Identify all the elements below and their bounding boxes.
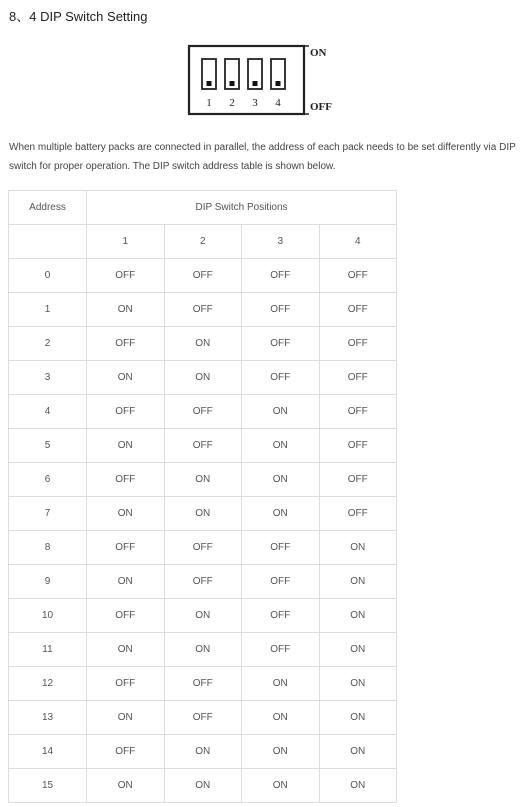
address-header: Address bbox=[9, 191, 87, 225]
switch-2-cell: ON bbox=[164, 735, 242, 769]
dip-switch-4-knob bbox=[276, 81, 281, 86]
switch-1-cell: ON bbox=[87, 497, 165, 531]
switch-4-cell: OFF bbox=[319, 327, 397, 361]
address-cell: 0 bbox=[9, 259, 87, 293]
table-body bbox=[9, 259, 397, 803]
switch-header-2: 2 bbox=[164, 225, 242, 259]
on-label: ON bbox=[310, 47, 327, 59]
section-heading: 8、4 DIP Switch Setting bbox=[9, 9, 148, 24]
switch-4-cell: OFF bbox=[319, 361, 397, 395]
switch-4-cell: OFF bbox=[319, 395, 397, 429]
switch-2-cell: OFF bbox=[164, 531, 242, 565]
address-cell: 5 bbox=[9, 429, 87, 463]
switch-1-cell: ON bbox=[87, 293, 165, 327]
switch-3-cell: ON bbox=[242, 429, 320, 463]
dip-switch-diagram bbox=[185, 42, 345, 120]
switch-4-cell: ON bbox=[319, 531, 397, 565]
switch-3-cell: ON bbox=[242, 769, 320, 803]
switch-4-cell: ON bbox=[319, 769, 397, 803]
positions-header: DIP Switch Positions bbox=[87, 191, 397, 225]
switch-1-cell: ON bbox=[87, 429, 165, 463]
table-row bbox=[9, 633, 397, 667]
switch-4-cell: OFF bbox=[319, 429, 397, 463]
switch-2-cell: ON bbox=[164, 361, 242, 395]
switch-2-cell: OFF bbox=[164, 565, 242, 599]
intro-paragraph: When multiple battery packs are connected in parallel, the address of each pack needs to be set differently via DIP switch for proper operation. The DIP switch address table is shown below. bbox=[9, 142, 516, 172]
switch-3-cell: OFF bbox=[242, 259, 320, 293]
switch-3-cell: ON bbox=[242, 463, 320, 497]
address-cell: 2 bbox=[9, 327, 87, 361]
dip-switch-number-1: 1 bbox=[206, 97, 212, 109]
address-cell: 7 bbox=[9, 497, 87, 531]
switch-1-cell: ON bbox=[87, 769, 165, 803]
switch-3-cell: OFF bbox=[242, 633, 320, 667]
dip-switch-3-knob bbox=[253, 81, 258, 86]
switch-2-cell: OFF bbox=[164, 667, 242, 701]
switch-1-cell: OFF bbox=[87, 735, 165, 769]
switch-4-cell: OFF bbox=[319, 293, 397, 327]
table-row bbox=[9, 395, 397, 429]
switch-3-cell: OFF bbox=[242, 293, 320, 327]
switch-number-row bbox=[9, 225, 397, 259]
switch-4-cell: ON bbox=[319, 599, 397, 633]
switch-4-cell: OFF bbox=[319, 463, 397, 497]
switch-2-cell: OFF bbox=[164, 293, 242, 327]
table-header-row bbox=[9, 191, 397, 225]
switch-3-cell: OFF bbox=[242, 531, 320, 565]
address-cell: 15 bbox=[9, 769, 87, 803]
table-row bbox=[9, 667, 397, 701]
table-row bbox=[9, 327, 397, 361]
switch-2-cell: OFF bbox=[164, 701, 242, 735]
address-cell: 4 bbox=[9, 395, 87, 429]
address-cell: 12 bbox=[9, 667, 87, 701]
table-row bbox=[9, 463, 397, 497]
switch-3-cell: ON bbox=[242, 395, 320, 429]
switch-2-cell: ON bbox=[164, 327, 242, 361]
dip-switch-number-4: 4 bbox=[275, 97, 281, 109]
switch-header-4: 4 bbox=[319, 225, 397, 259]
switch-1-cell: OFF bbox=[87, 463, 165, 497]
switch-2-cell: OFF bbox=[164, 395, 242, 429]
dip-address-table bbox=[8, 190, 397, 803]
dip-switch-1-knob bbox=[207, 81, 212, 86]
off-label: OFF bbox=[310, 101, 332, 113]
switch-4-cell: ON bbox=[319, 633, 397, 667]
table-row bbox=[9, 565, 397, 599]
switch-4-cell: ON bbox=[319, 565, 397, 599]
table-row bbox=[9, 361, 397, 395]
switch-header-3: 3 bbox=[242, 225, 320, 259]
switch-1-cell: OFF bbox=[87, 599, 165, 633]
switch-2-cell: ON bbox=[164, 599, 242, 633]
switch-3-cell: OFF bbox=[242, 599, 320, 633]
switch-3-cell: OFF bbox=[242, 565, 320, 599]
switch-header-1: 1 bbox=[87, 225, 165, 259]
table-row bbox=[9, 293, 397, 327]
switch-3-cell: OFF bbox=[242, 327, 320, 361]
switch-4-cell: ON bbox=[319, 701, 397, 735]
switch-3-cell: ON bbox=[242, 735, 320, 769]
address-cell: 3 bbox=[9, 361, 87, 395]
address-cell: 10 bbox=[9, 599, 87, 633]
address-cell: 11 bbox=[9, 633, 87, 667]
switch-3-cell: ON bbox=[242, 497, 320, 531]
switch-3-cell: OFF bbox=[242, 361, 320, 395]
switch-2-cell: OFF bbox=[164, 429, 242, 463]
dip-switch-2-knob bbox=[230, 81, 235, 86]
empty-header-cell bbox=[9, 225, 87, 259]
switch-4-cell: ON bbox=[319, 735, 397, 769]
address-cell: 6 bbox=[9, 463, 87, 497]
address-cell: 1 bbox=[9, 293, 87, 327]
address-cell: 9 bbox=[9, 565, 87, 599]
switch-1-cell: OFF bbox=[87, 531, 165, 565]
switch-4-cell: ON bbox=[319, 667, 397, 701]
switch-2-cell: ON bbox=[164, 769, 242, 803]
address-cell: 8 bbox=[9, 531, 87, 565]
table-row bbox=[9, 599, 397, 633]
dip-switch-number-3: 3 bbox=[252, 97, 258, 109]
switch-3-cell: ON bbox=[242, 701, 320, 735]
switch-1-cell: OFF bbox=[87, 327, 165, 361]
table-row bbox=[9, 429, 397, 463]
dip-switch-number-2: 2 bbox=[229, 97, 235, 109]
switch-4-cell: OFF bbox=[319, 259, 397, 293]
table-row bbox=[9, 531, 397, 565]
switch-2-cell: OFF bbox=[164, 259, 242, 293]
table-row bbox=[9, 497, 397, 531]
table-row bbox=[9, 769, 397, 803]
switch-2-cell: ON bbox=[164, 497, 242, 531]
switch-1-cell: ON bbox=[87, 701, 165, 735]
switch-2-cell: ON bbox=[164, 633, 242, 667]
table-row bbox=[9, 701, 397, 735]
switch-1-cell: ON bbox=[87, 361, 165, 395]
switch-1-cell: OFF bbox=[87, 259, 165, 293]
switch-2-cell: ON bbox=[164, 463, 242, 497]
dip-switch-svg bbox=[185, 42, 345, 120]
table-row bbox=[9, 735, 397, 769]
switch-1-cell: OFF bbox=[87, 395, 165, 429]
switch-1-cell: ON bbox=[87, 633, 165, 667]
address-cell: 14 bbox=[9, 735, 87, 769]
switch-1-cell: ON bbox=[87, 565, 165, 599]
switch-3-cell: ON bbox=[242, 667, 320, 701]
address-cell: 13 bbox=[9, 701, 87, 735]
table-row bbox=[9, 259, 397, 293]
switch-4-cell: OFF bbox=[319, 497, 397, 531]
switch-1-cell: OFF bbox=[87, 667, 165, 701]
